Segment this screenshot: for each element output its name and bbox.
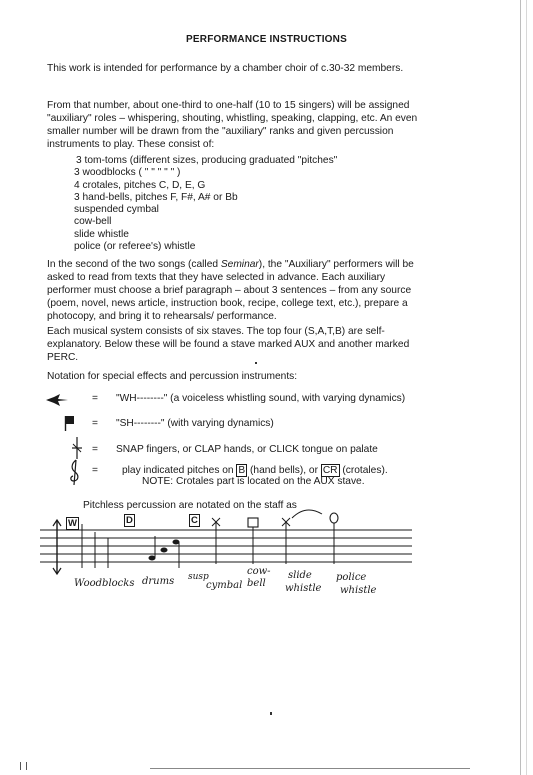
seminar-title: Seminar bbox=[220, 259, 259, 270]
percussion-staff-diagram bbox=[40, 508, 420, 578]
notation-row-snap bbox=[46, 443, 466, 459]
scan-speck bbox=[26, 762, 27, 770]
scan-speck bbox=[20, 762, 21, 770]
equals-sign: = bbox=[92, 393, 98, 404]
label-police-whistle: whistle bbox=[340, 585, 377, 596]
label-bell: bell bbox=[247, 578, 266, 589]
instrument-item: 3 woodblocks ( " " " " " ) bbox=[74, 167, 181, 179]
notation-row-wh bbox=[46, 392, 466, 408]
scan-speck bbox=[150, 768, 470, 769]
crotales-note: NOTE: Crotales part is located on the AUX stave. bbox=[142, 476, 365, 487]
woodblock-box: W bbox=[68, 518, 77, 529]
instrument-item: police (or referee's) whistle bbox=[74, 241, 196, 253]
label-susp: susp bbox=[188, 572, 209, 582]
paragraph-auxiliary: From that number, about one-third to one-half (10 to 15 singers) will be assigned "auxiliary" roles – whispering, shouting, whistling, speaking, clapping, etc. An even smaller number will be drawn from the "auxiliary" ranks and given percussion instruments to play. These consist of: bbox=[47, 100, 418, 150]
label-slide: slide bbox=[288, 570, 312, 581]
paragraph-staves: Each musical system consists of six staves. The top four (S,A,T,B) are self-explanatory. Below these will be found a stave marked AUX and another marked PERC. bbox=[47, 326, 410, 363]
wh-description: "WH--------" (a voiceless whistling sound, with varying dynamics) bbox=[116, 393, 406, 404]
notation-heading: Notation for special effects and percussion instruments: bbox=[47, 371, 298, 382]
equals-sign: = bbox=[92, 418, 98, 429]
label-cow: cow- bbox=[247, 566, 271, 577]
instrument-item: slide whistle bbox=[74, 228, 129, 240]
scan-speck bbox=[255, 362, 257, 364]
snap-symbol-icon bbox=[70, 437, 84, 459]
instrument-item: 4 crotales, pitches C, D, E, G bbox=[74, 179, 206, 191]
scan-edge-line bbox=[520, 0, 521, 775]
crotales-box: CR bbox=[322, 465, 338, 476]
instrument-list bbox=[76, 155, 337, 253]
label-police: police bbox=[336, 572, 367, 583]
label-drums: drums bbox=[142, 576, 175, 587]
pitchless-heading: Pitchless percussion are notated on the staff as bbox=[83, 500, 297, 511]
instrument-item: cow-bell bbox=[74, 216, 112, 228]
pitches-text: (hand bells), or bbox=[247, 465, 321, 476]
page-title: PERFORMANCE INSTRUCTIONS bbox=[186, 34, 347, 45]
drum-box: D bbox=[126, 515, 133, 526]
paragraph-intro: This work is intended for performance by a chamber choir of c.30-32 members. bbox=[47, 63, 404, 74]
instrument-item: suspended cymbal bbox=[74, 204, 159, 216]
scan-speck bbox=[270, 712, 272, 715]
notation-row-sh bbox=[46, 417, 466, 433]
scan-edge-line bbox=[526, 0, 527, 775]
crotale-box: C bbox=[191, 515, 198, 526]
wh-symbol-icon bbox=[46, 394, 68, 406]
handbell-box: B bbox=[238, 465, 246, 476]
label-slide-whistle: whistle bbox=[285, 583, 322, 594]
sh-symbol-icon bbox=[64, 415, 78, 431]
label-cymbal: cymbal bbox=[206, 580, 243, 591]
paragraph-seminar bbox=[47, 258, 415, 323]
pitches-text: (crotales). bbox=[339, 465, 388, 476]
treble-clef-icon bbox=[68, 459, 82, 485]
equals-sign: = bbox=[92, 444, 98, 455]
instrument-item: 3 hand-bells, pitches F, F#, A# or Bb bbox=[74, 191, 238, 203]
snap-description: SNAP fingers, or CLAP hands, or CLICK tongue on palate bbox=[116, 444, 378, 455]
label-woodblocks: Woodblocks bbox=[74, 578, 135, 589]
sh-description: "SH--------" (with varying dynamics) bbox=[116, 418, 274, 429]
seminar-text-a: In the second of the two songs (called bbox=[47, 259, 221, 270]
pitches-text: play indicated pitches on bbox=[122, 465, 237, 476]
seminar-text-b: ), the "Auxiliary" performers will be asked to read from texts that they have selected in advance. Each auxiliary performer must choose a brief paragraph – about 3 sentences – from any source (poem, novel, news article, instruction book, recipe, college text, etc.), prepare a photocopy, and bring it to rehearsals/ performance. bbox=[47, 259, 414, 322]
instrument-item: 3 tom-toms (different sizes, producing graduated "pitches" bbox=[76, 155, 338, 166]
equals-sign: = bbox=[92, 465, 98, 476]
